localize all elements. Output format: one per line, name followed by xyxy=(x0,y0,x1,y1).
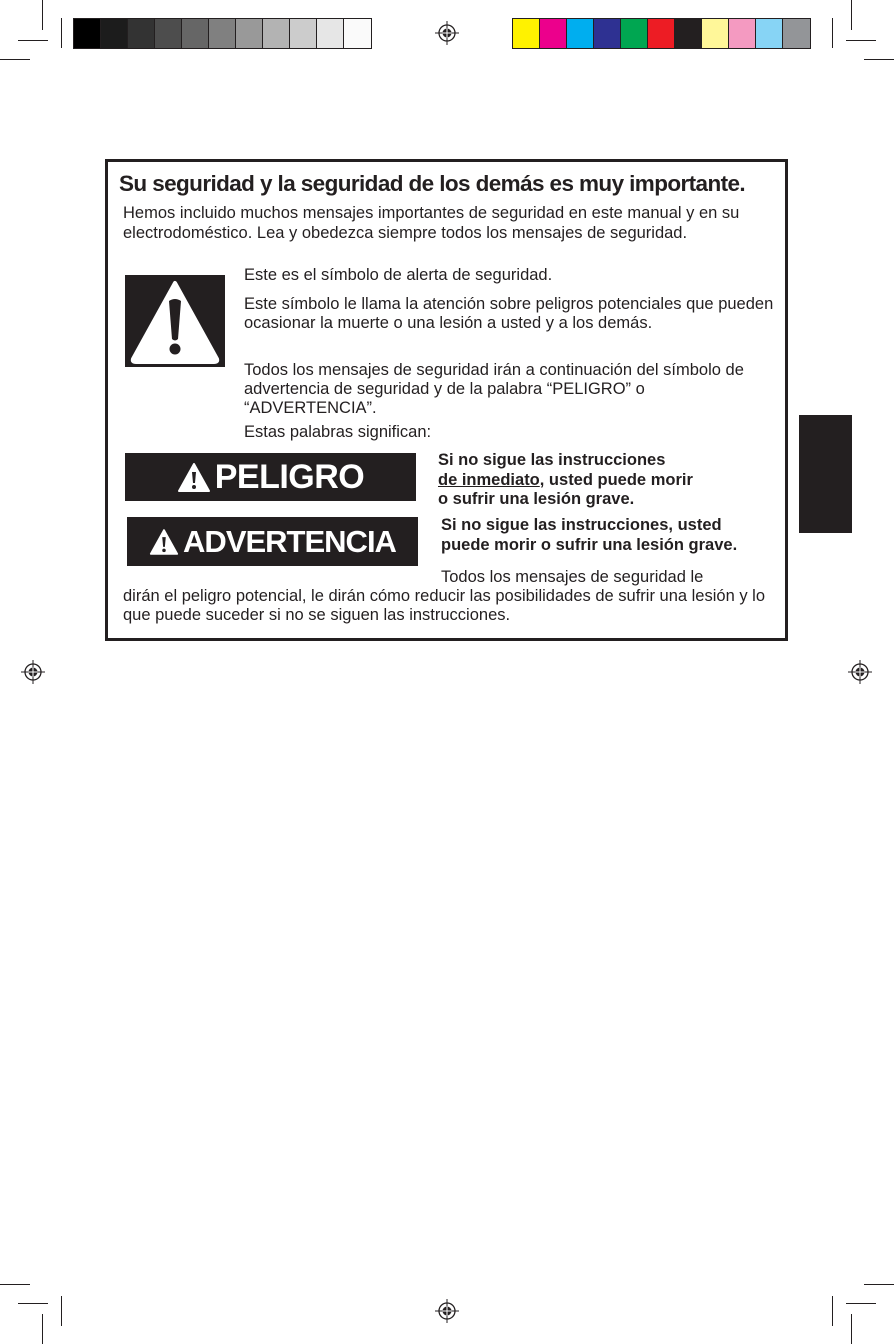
crop-mark xyxy=(832,18,833,48)
color-swatch xyxy=(155,19,182,48)
symbol-line: Este es el símbolo de alerta de seguridad. xyxy=(244,266,553,284)
safety-notice-box xyxy=(105,159,788,641)
crop-mark xyxy=(846,1303,876,1304)
warning-text: Si no sigue las instrucciones, usted puede morir o sufrir una lesión grave. xyxy=(441,516,738,554)
safety-intro: Hemos incluido muchos mensajes importantes de seguridad en este manual y en su electrodoméstico. Lea y obedezca siempre todos los mensajes de seguridad. xyxy=(123,204,740,242)
symbol-description: Este símbolo le llama la atención sobre peligros potenciales que pueden ocasionar la muerte o una lesión a usted y a los demás. xyxy=(244,295,774,332)
color-swatch xyxy=(344,19,371,48)
registration-mark-icon xyxy=(435,1299,459,1323)
color-swatch xyxy=(729,19,756,48)
color-swatch xyxy=(648,19,675,48)
color-swatch xyxy=(621,19,648,48)
color-swatch xyxy=(209,19,236,48)
crop-mark xyxy=(61,1296,62,1326)
color-swatch xyxy=(236,19,263,48)
crop-mark xyxy=(832,1296,833,1326)
registration-mark-icon xyxy=(848,660,872,684)
warning-label: ADVERTENCIA xyxy=(183,523,396,559)
crop-mark xyxy=(864,59,894,60)
crop-mark xyxy=(851,1314,852,1344)
warning-signal-word xyxy=(127,517,418,566)
color-swatch xyxy=(182,19,209,48)
color-swatch xyxy=(513,19,540,48)
grayscale-color-bar xyxy=(73,18,372,49)
color-swatch xyxy=(540,19,567,48)
crop-mark xyxy=(61,18,62,48)
crop-mark xyxy=(0,59,30,60)
registration-mark-icon xyxy=(21,660,45,684)
danger-text: Si no sigue las instrucciones de inmediato, usted puede morir o sufrir una lesión grave. xyxy=(438,451,693,508)
color-swatch xyxy=(783,19,810,48)
color-swatch xyxy=(756,19,783,48)
color-swatch xyxy=(263,19,290,48)
crop-mark xyxy=(846,40,876,41)
warning-alert-icon xyxy=(149,528,179,556)
color-swatch xyxy=(702,19,729,48)
closing-line-1: Todos los mensajes de seguridad le xyxy=(441,568,704,586)
color-swatch xyxy=(74,19,101,48)
safety-alert-triangle-icon xyxy=(125,275,225,367)
color-swatch xyxy=(290,19,317,48)
crop-mark xyxy=(0,1284,30,1285)
danger-label: PELIGRO xyxy=(214,457,365,496)
messages-follow-text: Todos los mensajes de seguridad irán a continuación del símbolo de advertencia de seguridad y de la palabra “PELIGRO” o “ADVERTENCIA”. xyxy=(244,361,744,417)
words-mean-text: Estas palabras significan: xyxy=(244,423,432,441)
color-swatch xyxy=(317,19,344,48)
registration-mark-icon xyxy=(435,21,459,45)
color-swatch xyxy=(101,19,128,48)
closing-text: dirán el peligro potencial, le dirán cómo reducir las posibilidades de sufrir una lesión y lo que puede suceder si no se siguen las instrucciones. xyxy=(123,587,766,624)
safety-title: Su seguridad y la seguridad de los demás es muy importante. xyxy=(119,171,746,196)
danger-signal-word xyxy=(125,453,416,501)
section-thumb-tab xyxy=(799,415,852,533)
color-swatch xyxy=(594,19,621,48)
crop-mark xyxy=(18,1303,48,1304)
color-swatch xyxy=(567,19,594,48)
crop-mark xyxy=(42,1314,43,1344)
color-swatch xyxy=(128,19,155,48)
crop-mark xyxy=(851,0,852,30)
danger-alert-icon xyxy=(177,462,211,493)
crop-mark xyxy=(42,0,43,30)
crop-mark xyxy=(18,40,48,41)
color-swatch xyxy=(675,19,702,48)
crop-mark xyxy=(864,1284,894,1285)
process-color-bar xyxy=(512,18,811,49)
